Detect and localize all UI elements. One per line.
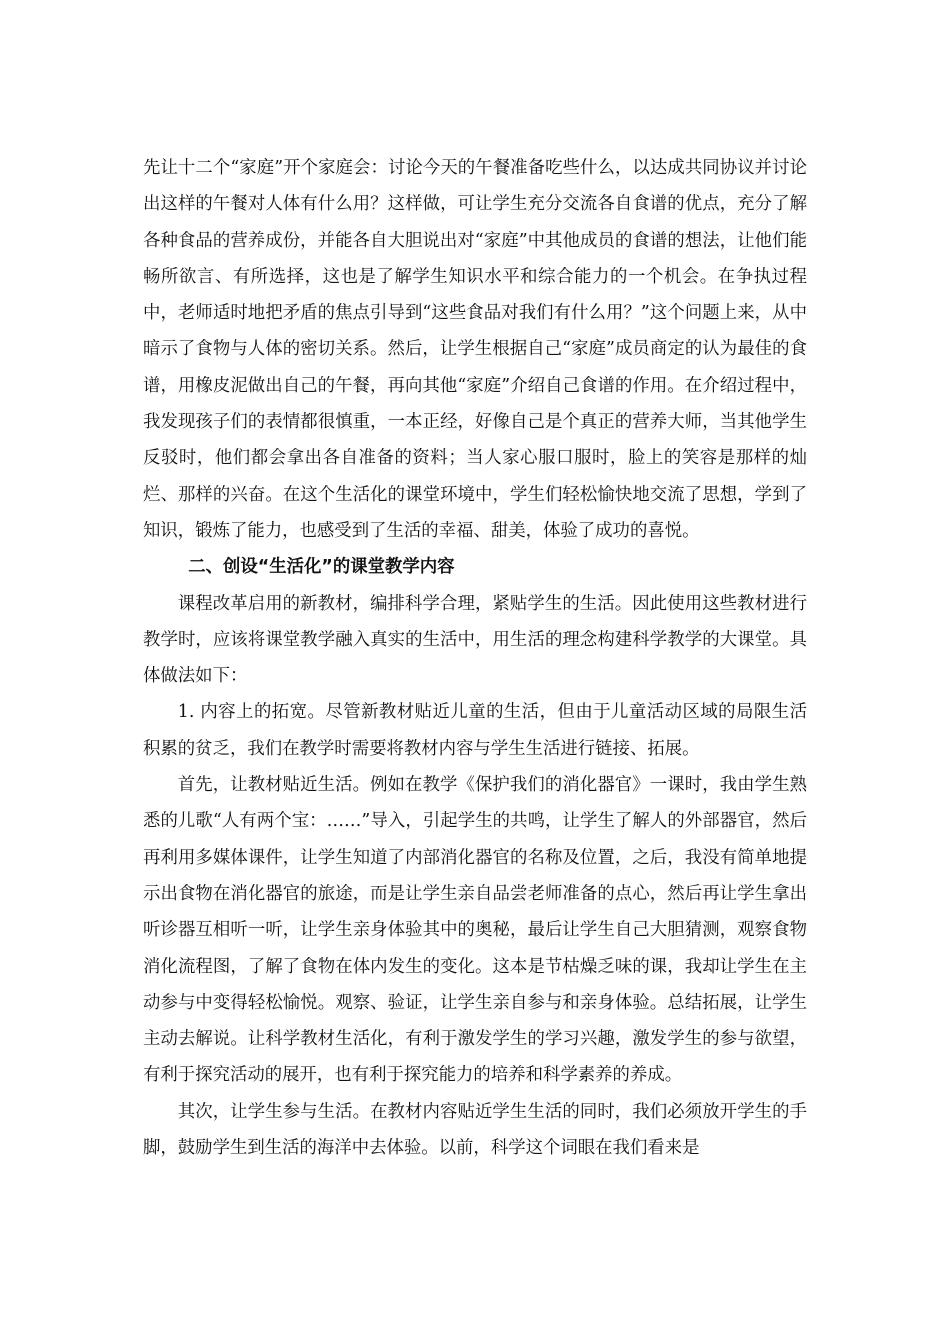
paragraph-second: 其次，让学生参与生活。在教材内容贴近学生生活的同时，我们必须放开学生的手脚，鼓励学生到生活的海洋中去体验。以前，科学这个词眼在我们看来是: [143, 1101, 807, 1159]
paragraph-continuation: 先让十二个“家庭”开个家庭会：讨论今天的午餐准备吃些什么，以达成共同协议并讨论出这样的午餐对人体有什么用？这样做，可让学生充分交流各自食谱的优点，充分了解各种食品的营养成份，并能各自大胆说出对“家庭”中其他成员的食谱的想法，让他们能畅所欲言、有所选择，这也是了解学生知识水平和综合能力的一个机会。在争执过程中，老师适时地把矛盾的焦点引导到“这些食品对我们有什么用？”这个问题上来，从中暗示了食物与人体的密切关系。然后，让学生根据自己“家庭”成员商定的认为最佳的食谱，用橡皮泥做出自己的午餐，再向其他“家庭”介绍自己食谱的作用。在介绍过程中，我发现孩子们的表情都很慎重，一本正经，好像自己是个真正的营养大师，当其他学生反驳时，他们都会拿出各自准备的资料；当人家心服口服时，脸上的笑容是那样的灿烂、那样的兴奋。在这个生活化的课堂环境中，学生们轻松愉快地交流了思想，学到了知识，锻炼了能力，也感受到了生活的幸福、甜美，体验了成功的喜悦。: [143, 158, 807, 541]
paragraph-intro: 课程改革启用的新教材，编排科学合理，紧贴学生的生活。因此使用这些教材进行教学时，应该将课堂教学融入真实的生活中，用生活的理念构建科学教学的大课堂。具体做法如下：: [143, 593, 807, 687]
paragraph-point-1: 1. 内容上的拓宽。尽管新教材贴近儿童的生活，但由于儿童活动区域的局限生活积累的贫乏，我们在教学时需要将教材内容与学生生活进行链接、拓展。: [143, 702, 807, 759]
section-heading: 二、创设“生活化”的课堂教学内容: [188, 557, 455, 578]
document-body: [143, 150, 807, 1166]
paragraph-first: 首先，让教材贴近生活。例如在教学《保护我们的消化器官》一课时，我由学生熟悉的儿歌“人有两个宝：……”导入，引起学生的共鸣，让学生了解人的外部器官，然后再利用多媒体课件，让学生知道了内部消化器官的名称及位置，之后，我没有简单地提示出食物在消化器官的旅途，而是让学生亲自品尝老师准备的点心，然后再让学生拿出听诊器互相听一听，让学生亲身体验其中的奥秘，最后让学生自己大胆猜测，观察食物消化流程图，了解了食物在体内发生的变化。这本是节枯燥乏味的课，我却让学生在主动参与中变得轻松愉悦。观察、验证，让学生亲自参与和亲身体验。总结拓展，让学生主动去解说。让科学教材生活化，有利于激发学生的学习兴趣，激发学生的参与欲望，有利于探究活动的展开，也有利于探究能力的培养和科学素养的养成。: [143, 775, 807, 1086]
